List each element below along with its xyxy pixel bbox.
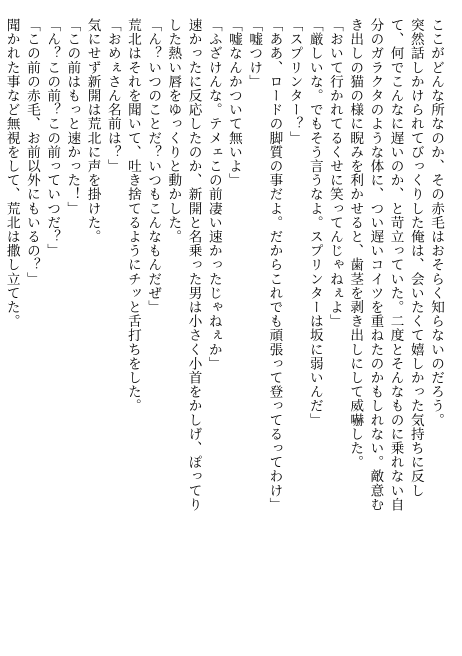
text-line: 速かったに反応したのか、新開と名乗った男は小さく小首をかしげ、ぽってり bbox=[185, 18, 202, 512]
text-line: 「おいて行かれてるくせに笑ってんじゃねぇよ」 bbox=[326, 18, 343, 329]
text-line: 「スプリンター？」 bbox=[286, 18, 303, 145]
text-line: 突然話しかけられてびっくりした俺は、会いたくて嬉しかった気持ちに反し bbox=[407, 18, 424, 498]
text-line: 「嘘つけ」 bbox=[246, 18, 263, 89]
text-line: 「ん？いつのことだ？いつもこんなもんだぜ」 bbox=[145, 18, 162, 315]
text-line: 「おめぇさん名前は？」 bbox=[104, 18, 121, 174]
text-line: 聞かれた事など無視をして、荒北は撒し立てた。 bbox=[3, 18, 20, 329]
text-line: 「この前はもっと速かった！」 bbox=[64, 18, 81, 216]
text-line: 分のガラクタのような体に、つい遅いコイツを重ねたのかもしれない。敵意む bbox=[367, 18, 384, 512]
text-line: 荒北はそれを聞いて、吐き捨てるようにチッと舌打ちをした。 bbox=[124, 18, 141, 413]
text-line: 「厳しいな。でもそう言うなよ。スプリンターは坂に弱いんだ」 bbox=[306, 18, 323, 427]
text-line: き出しの猫の様に睨みを利かせると、歯茎を剥き出しにして威嚇した。 bbox=[347, 18, 364, 470]
text-line: した熱い唇をゆっくりと動かした。 bbox=[165, 18, 182, 244]
text-line: 「ふざけんな。テメェこの前凄い速かったじゃねぇか」 bbox=[205, 18, 222, 371]
text-line: ここがどんな所なのか、その赤毛はおそらく知らないのだろう。 bbox=[428, 18, 444, 427]
text-line: 「ああ、ロードの脚質の事だよ。だからこれでも頑張って登ってるってわけ」 bbox=[266, 18, 283, 512]
vertical-text-body bbox=[0, 18, 446, 638]
text-line: て、何でこんなに遅いのか、と苛立っていた。二度とそんなものに乗れない自 bbox=[387, 18, 404, 512]
text-line: 「ん？この前？この前っていつだ？」 bbox=[44, 18, 61, 258]
text-line: 「嘘なんかついて無いよ」 bbox=[225, 18, 242, 188]
text-line: 「この前の赤毛、お前以外にもいるの？」 bbox=[23, 18, 40, 286]
text-line: 気にせず新開は荒北に声を掛けた。 bbox=[84, 18, 101, 244]
